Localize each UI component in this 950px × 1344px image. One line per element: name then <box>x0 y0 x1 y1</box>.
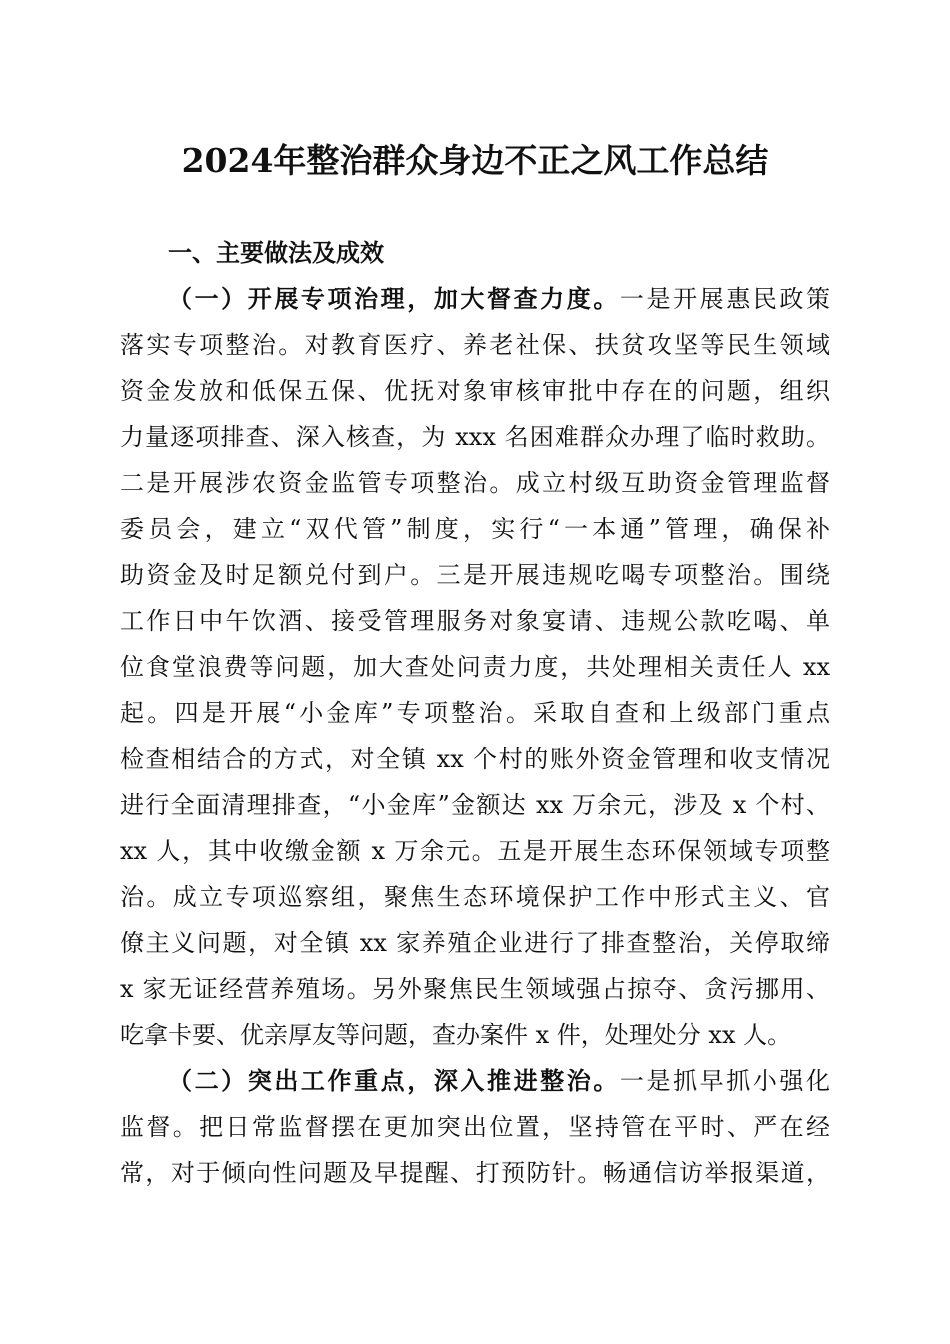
paragraph-line: 位食堂浪费等问题，加大查处问责力度，共处理相关责任人 xx <box>120 653 830 681</box>
paragraph-line: 进行全面清理排查，“小金库”金额达 xx 万余元，涉及 x 个村、 <box>120 791 830 819</box>
section-heading: 一、主要做法及成效 <box>168 239 384 267</box>
paragraph-line: 监督。把日常监督摆在更加突出位置，坚持管在平时、严在经 <box>120 1113 830 1141</box>
line-text: 一是抓早抓小强化 <box>619 1067 831 1095</box>
subsection-heading: （一）开展专项治理，加大督查力度。 <box>168 284 620 313</box>
paragraph-line: 僚主义问题，对全镇 xx 家养殖企业进行了排查整治，关停取缔 <box>120 929 830 957</box>
paragraph-line: 助资金及时足额兑付到户。三是开展违规吃喝专项整治。围绕 <box>120 561 830 589</box>
paragraph-line: 委员会，建立“双代管”制度，实行“一本通”管理，确保补 <box>120 515 830 543</box>
paragraph-line: 工作日中午饮酒、接受管理服务对象宴请、违规公款吃喝、单 <box>120 607 830 635</box>
paragraph-line: 力量逐项排查、深入核查，为 xxx 名困难群众办理了临时救助。 <box>120 423 830 451</box>
paragraph-line: 资金发放和低保五保、优抚对象审核审批中存在的问题，组织 <box>120 377 830 405</box>
line-text: 一是开展惠民政策 <box>619 285 831 313</box>
paragraph-line: x 家无证经营养殖场。另外聚焦民生领域强占掠夺、贪污挪用、 <box>120 975 830 1003</box>
document-title: 2024年整治群众身边不正之风工作总结 <box>181 141 769 180</box>
paragraph-line <box>120 276 830 322</box>
paragraph-line: 起。四是开展“小金库”专项整治。采取自查和上级部门重点 <box>120 699 830 727</box>
paragraph-line: 二是开展涉农资金监管专项整治。成立村级互助资金管理监督 <box>120 469 830 497</box>
paragraph-line: 落实专项整治。对教育医疗、养老社保、扶贫攻坚等民生领域 <box>120 331 830 359</box>
paragraph-line: 常，对于倾向性问题及早提醒、打预防针。畅通信访举报渠道， <box>120 1159 830 1187</box>
paragraph-line: 治。成立专项巡察组，聚焦生态环境保护工作中形式主义、官 <box>120 883 830 911</box>
paragraph-line: 吃拿卡要、优亲厚友等问题，查办案件 x 件，处理处分 xx 人。 <box>120 1021 792 1049</box>
subsection-heading: （二）突出工作重点，深入推进整治。 <box>168 1066 620 1095</box>
document-body <box>120 230 830 1196</box>
paragraph-line: xx 人，其中收缴金额 x 万余元。五是开展生态环保领域专项整 <box>120 837 830 865</box>
paragraph-line: 检查相结合的方式，对全镇 xx 个村的账外资金管理和收支情况 <box>120 745 830 773</box>
paragraph-line <box>120 1058 830 1104</box>
